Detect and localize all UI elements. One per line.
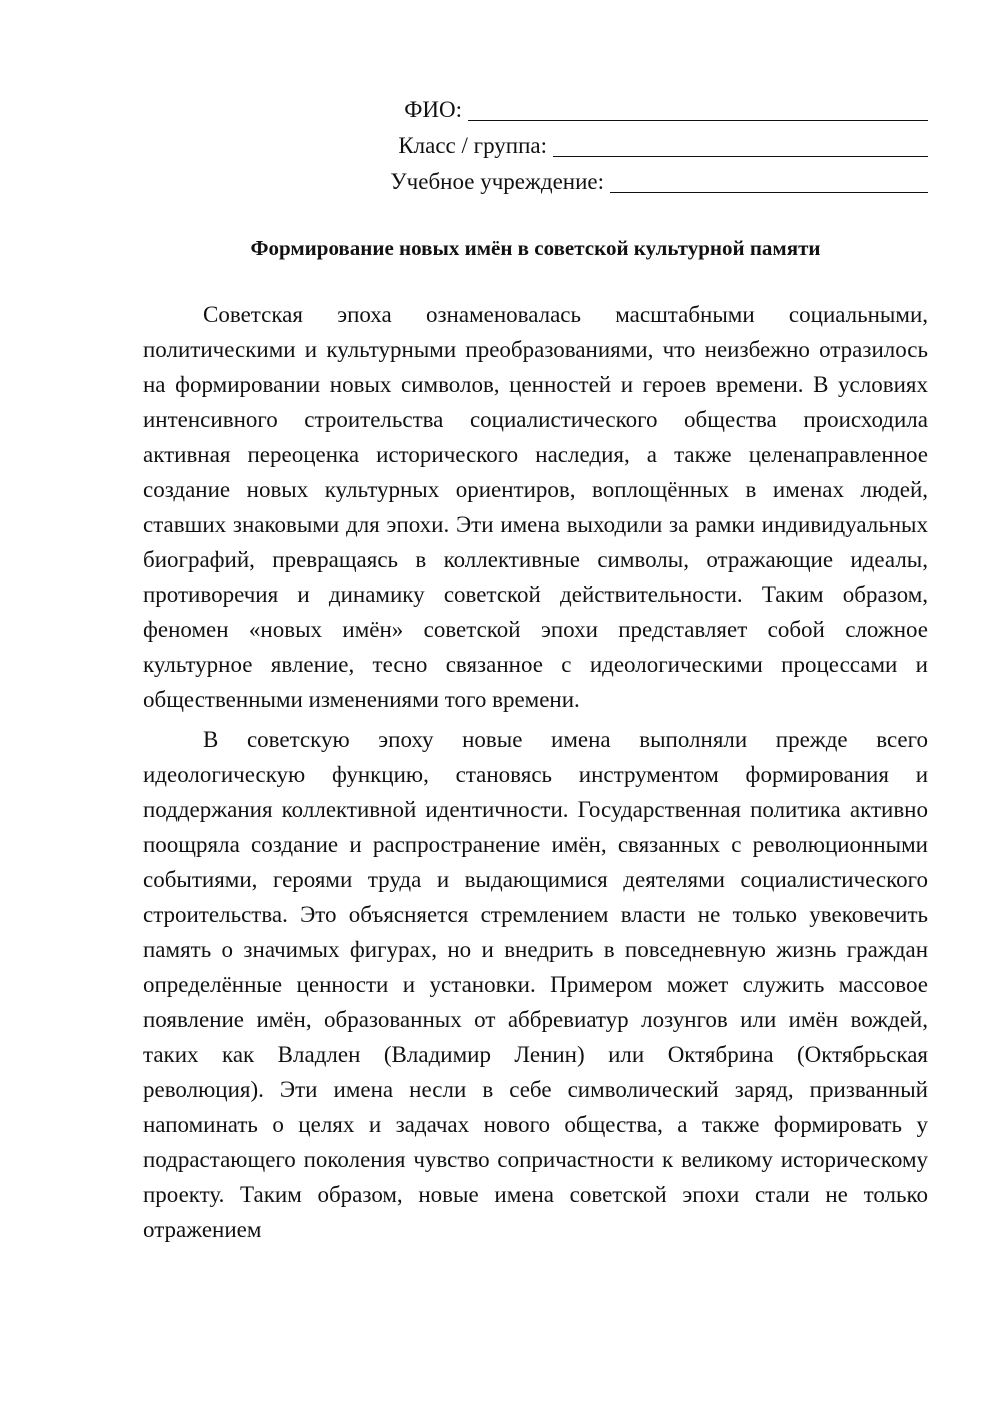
paragraph: Советская эпоха ознаменовалась масштабными социальными, политическими и культурными преобразованиями, что неизбежно отразилось на формировании новых символов, ценностей и героев времени. В условиях интенсивного строительства социалистического общества происходила активная переоценка исторического наследия, а также целенаправленное создание новых культурных ориентиров, воплощённых в именах людей, ставших знаковыми для эпохи. Эти имена выходили за рамки индивидуальных биографий, превращаясь в коллективные символы, отражающие идеалы, противоречия и динамику советской действительности. Таким образом, феномен «новых имён» советской эпохи представляет собой сложное культурное явление, тесно связанное с идеологическими процессами и общественными изменениями того времени. xyxy=(143,302,928,712)
class-field-row xyxy=(328,128,928,164)
fio-field-row xyxy=(328,92,928,128)
class-label: Класс / группа: xyxy=(398,133,547,158)
paragraph: В советскую эпоху новые имена выполняли прежде всего идеологическую функцию, становясь инструментом формирования и поддержания коллективной идентичности. Государственная политика активно поощряла создание и распространение имён, связанных с революционными событиями, героями труда и выдающимися деятелями социалистического строительства. Это объясняется стремлением власти не только увековечить память о значимых фигурах, но и внедрить в повседневную жизнь граждан определённые ценности и установки. Примером может служить массовое появление имён, образованных от аббревиатур лозунгов или имён вождей, таких как Владлен (Владимир Ленин) или Октябрина (Октябрьская революция). Эти имена несли в себе символический заряд, призванный напоминать о целях и задачах нового общества, а также формировать у подрастающего поколения чувство сопричастности к великому историческому проекту. Таким образом, новые имена советской эпохи стали не только отражением xyxy=(143,727,928,1242)
document-title: Формирование новых имён в советской культурной памяти xyxy=(250,236,821,260)
class-blank-line[interactable] xyxy=(553,134,928,157)
student-info-fields xyxy=(328,92,928,200)
school-label: Учебное учреждение: xyxy=(390,169,604,194)
fio-blank-line[interactable] xyxy=(468,98,928,121)
document-body xyxy=(143,297,928,1247)
fio-label: ФИО: xyxy=(404,97,462,122)
school-field-row xyxy=(328,164,928,200)
school-blank-line[interactable] xyxy=(610,170,928,193)
